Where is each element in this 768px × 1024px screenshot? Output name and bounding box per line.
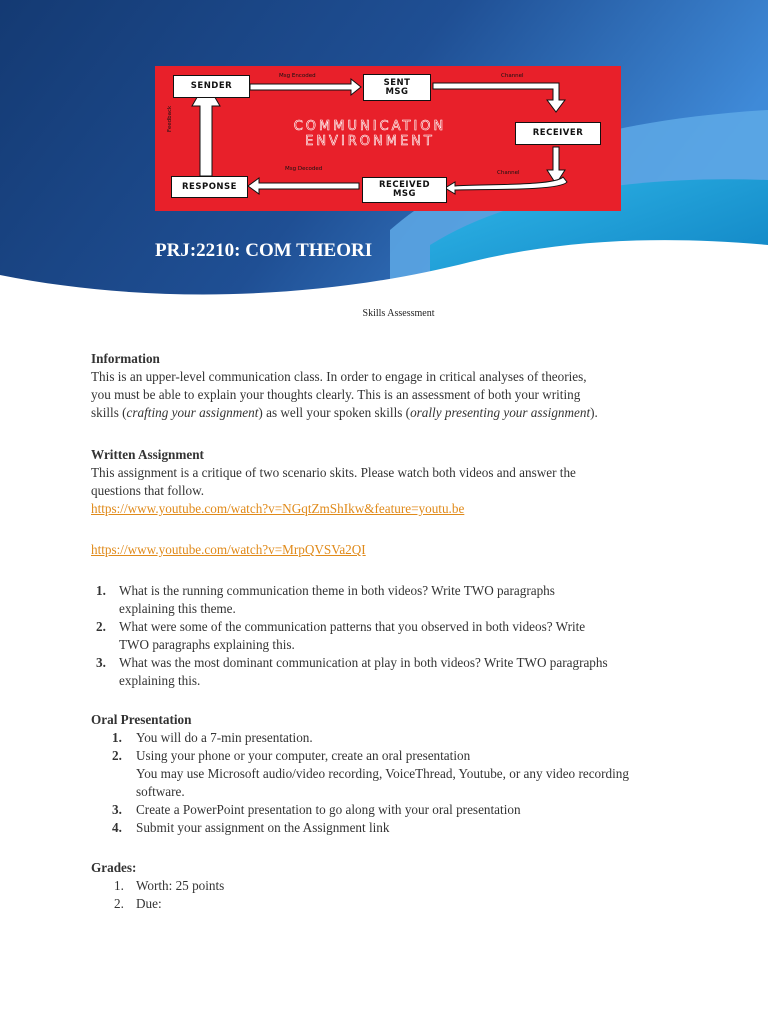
list-item: 2. What were some of the communication patterns that you observed in both videos? Write TWO paragraphs explaining this. [96, 619, 586, 652]
list-item: 1. Worth: 25 points [114, 878, 225, 893]
list-item: 1. What is the running communication theme in both videos? Write TWO paragraphs explaining this theme. [96, 583, 555, 616]
msg-encoded-label: Msg Encoded [279, 73, 316, 79]
msg-decoded-label: Msg Decoded [285, 166, 323, 172]
received-msg-node: RECEIVED MSG [362, 177, 447, 203]
document-body [91, 305, 706, 913]
grades-heading: Grades: [91, 860, 137, 875]
arrow-channel-top [433, 83, 565, 112]
environment-title: COMMUNICATION ENVIRONMENT [293, 119, 447, 149]
channel-top-label: Channel [501, 73, 524, 79]
grades-list [91, 877, 706, 913]
course-title: PRJ:2210: COM THEORI [155, 240, 373, 261]
communication-diagram [155, 66, 621, 211]
response-node: RESPONSE [171, 176, 248, 198]
arrow-decoded [248, 178, 359, 194]
written-assignment-heading: Written Assignment [91, 447, 204, 462]
written-line: This assignment is a critique of two scenario skits. Please watch both videos and answer the [91, 465, 576, 480]
list-item: 2. Due: [114, 896, 162, 911]
video-link-2[interactable]: https://www.youtube.com/watch?v=MrpQVSVa2QI [91, 542, 366, 557]
information-section [91, 350, 706, 422]
list-item: 3. Create a PowerPoint presentation to go along with your oral presentation [112, 802, 521, 817]
arrow-to-received [445, 177, 567, 194]
information-line: skills (crafting your assignment) as well your spoken skills (orally presenting your assignment). [91, 405, 598, 420]
list-item: 4. Submit your assignment on the Assignment link [112, 820, 390, 835]
list-item: 2. Using your phone or your computer, create an oral presentation You may use Microsoft audio/video recording, VoiceThread, Youtube, or any video recording software. [112, 748, 629, 799]
video-link-1[interactable]: https://www.youtube.com/watch?v=NGqtZmShIkw&feature=youtu.be [91, 501, 465, 516]
feedback-label: Feedback [167, 105, 173, 132]
sent-msg-node: SENT MSG [363, 74, 431, 101]
list-item: 1. You will do a 7-min presentation. [112, 730, 313, 745]
sender-node: SENDER [173, 75, 250, 98]
channel-bottom-label: Channel [497, 170, 520, 176]
list-item: 3. What was the most dominant communication at play in both videos? Write TWO paragraphs explaining this. [96, 655, 608, 688]
oral-presentation-section [91, 711, 706, 837]
question-list [91, 582, 706, 690]
receiver-node: RECEIVER [515, 122, 601, 145]
oral-presentation-heading: Oral Presentation [91, 712, 192, 727]
arrow-encoded [250, 79, 361, 95]
oral-list [91, 729, 706, 837]
written-assignment-section [91, 446, 706, 690]
written-line: questions that follow. [91, 483, 205, 498]
information-heading: Information [91, 351, 160, 366]
doc-subtitle: Skills Assessment [362, 308, 435, 319]
information-line: This is an upper-level communication class. In order to engage in critical analyses of theories, [91, 369, 587, 384]
grades-section [91, 859, 706, 913]
information-line: you must be able to explain your thoughts clearly. This is an assessment of both your writing [91, 387, 581, 402]
